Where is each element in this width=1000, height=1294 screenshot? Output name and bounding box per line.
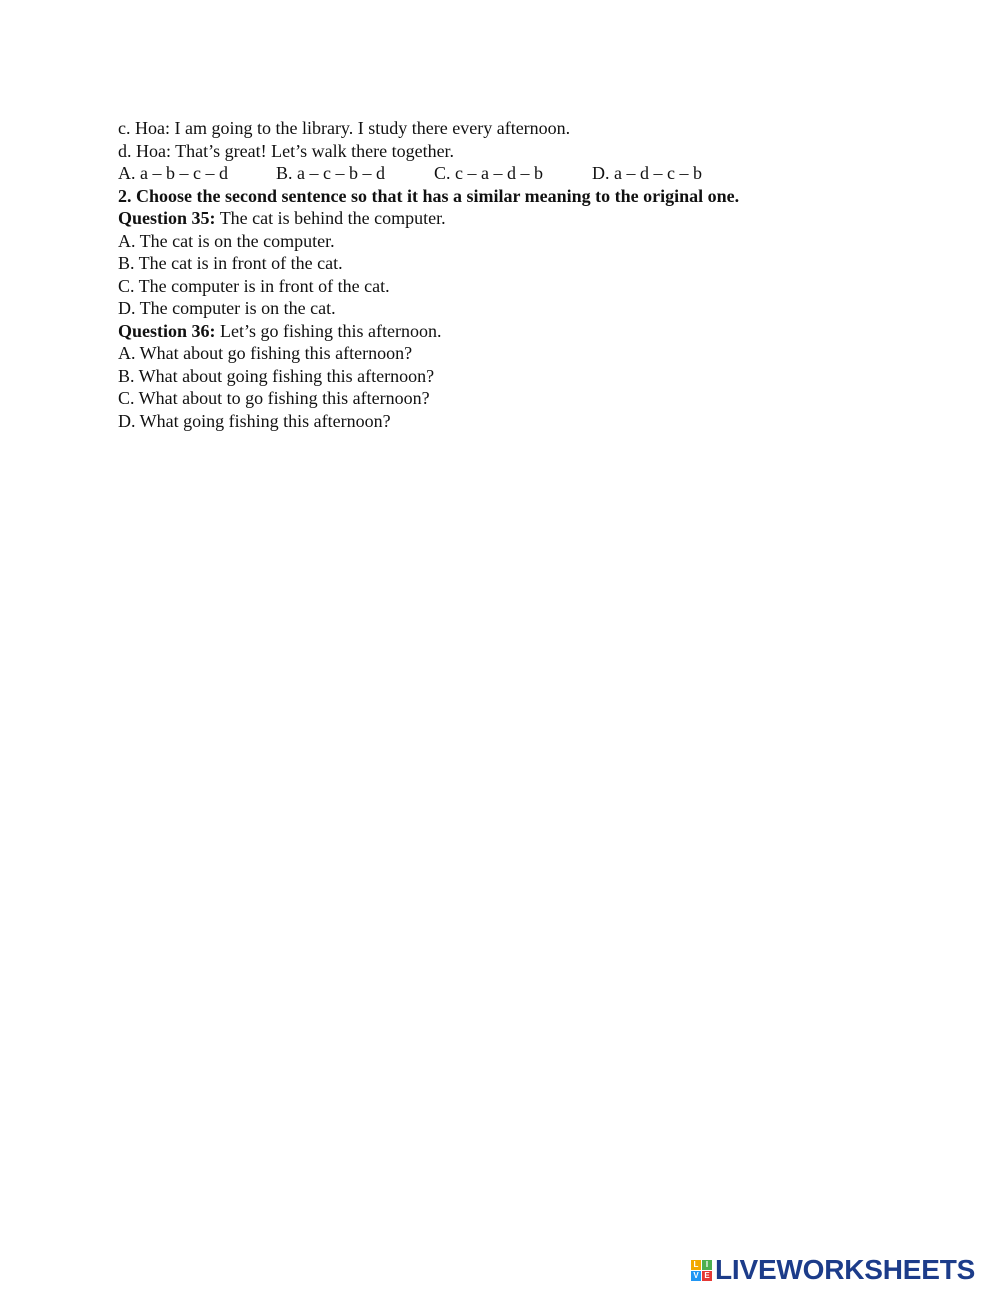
order-option-b[interactable]: B. a – c – b – d [276, 163, 385, 183]
question-36-option-c[interactable]: C. What about to go fishing this afternoon? [118, 388, 430, 408]
section-heading: 2. Choose the second sentence so that it has a similar meaning to the original one. [118, 185, 740, 206]
liveworksheets-logo [691, 1255, 975, 1285]
dialogue-line-d: d. Hoa: That’s great! Let’s walk there together. [118, 140, 455, 161]
logo-mark-cell: E [702, 1271, 712, 1281]
logo-mark-cell: L [691, 1260, 701, 1270]
logo-text: LIVEWORKSHEETS [715, 1254, 976, 1285]
question-36-option-d[interactable]: D. What going fishing this afternoon? [118, 410, 391, 431]
question-36-option-b[interactable]: B. What about going fishing this afternoon? [118, 365, 435, 386]
logo-mark-icon [691, 1260, 712, 1281]
question-35-option-b[interactable]: B. The cat is in front of the cat. [118, 253, 343, 273]
logo-mark-cell: I [702, 1260, 712, 1270]
order-option-d[interactable]: D. a – d – c – b [592, 163, 702, 183]
question-35-option-d[interactable]: D. The computer is on the cat. [118, 298, 336, 318]
order-option-c[interactable]: C. c – a – d – b [434, 163, 543, 183]
question-35-option-a[interactable]: A. The cat is on the computer. [118, 230, 335, 251]
question-35-text: The cat is behind the computer. [215, 208, 446, 228]
worksheet-page [118, 117, 938, 432]
order-option-a[interactable]: A. a – b – c – d [118, 163, 228, 183]
logo-mark-cell: V [691, 1271, 701, 1281]
question-36-text: Let’s go fishing this afternoon. [215, 320, 442, 341]
order-options-row [118, 162, 938, 185]
question-35-label: Question 35: [118, 208, 216, 228]
question-35-prompt [118, 207, 938, 230]
dialogue-line-c: c. Hoa: I am going to the library. I study there every afternoon. [118, 118, 571, 138]
question-36-option-a[interactable]: A. What about go fishing this afternoon? [118, 343, 413, 363]
question-36-prompt [118, 320, 938, 343]
question-36-label: Question 36: [118, 320, 216, 341]
question-35-option-c[interactable]: C. The computer is in front of the cat. [118, 275, 390, 296]
